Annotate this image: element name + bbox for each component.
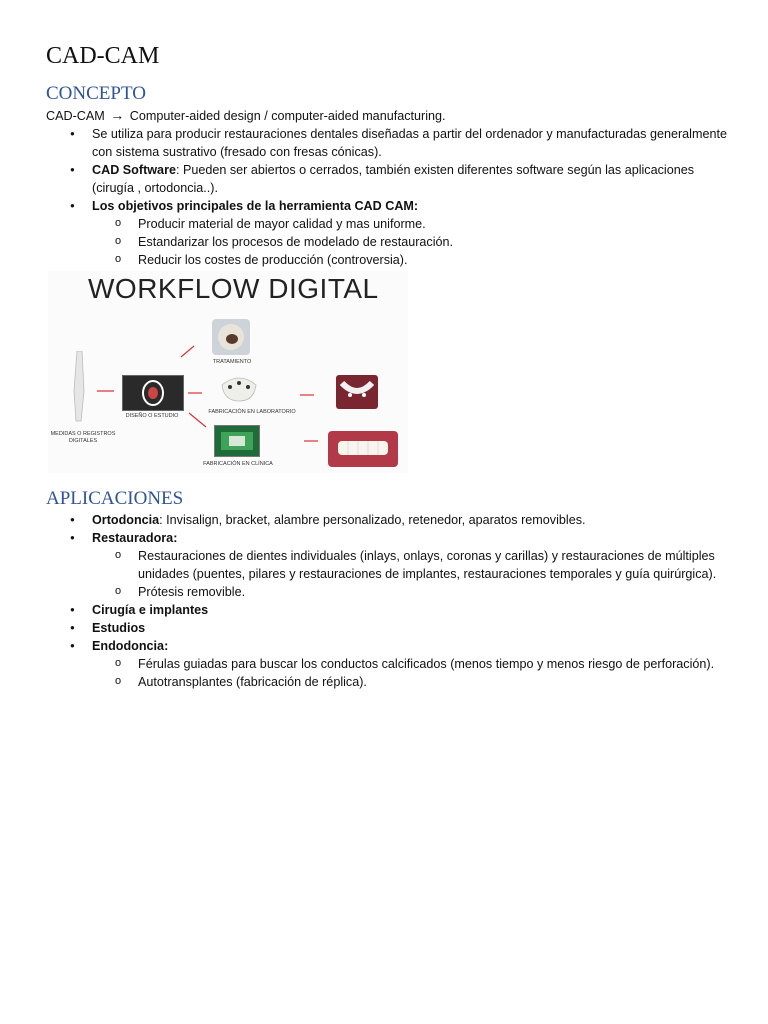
list-item <box>46 529 736 547</box>
list-item <box>46 161 736 197</box>
sub-list-item: o Producir material de mayor calidad y mas uniforme. <box>46 215 736 233</box>
intraoral-scanner-image <box>72 351 86 423</box>
bold-term: Los objetivos principales de la herramienta CAD CAM <box>92 199 414 213</box>
document-page <box>46 40 736 691</box>
laboratory-guide-image <box>218 375 260 405</box>
label-clinica: FABRICACIÓN EN CLÍNICA <box>203 461 273 467</box>
list-item <box>46 619 736 637</box>
list-item <box>46 601 736 619</box>
implant-restoration-image <box>336 375 378 409</box>
aplicaciones-list <box>46 511 736 691</box>
list-item <box>46 637 736 655</box>
workflow-title: WORKFLOW DIGITAL <box>88 273 379 304</box>
list-item: ● Se utiliza para producir restauraciones dentales diseñadas a partir del ordenador y manufacturadas generalmente con sistema sustrativo (fresado con fresas cónicas). <box>46 125 736 161</box>
page-title: CAD-CAM <box>46 43 160 69</box>
sub-list-item: o Restauraciones de dientes individuales (inlays, onlays, coronas y carillas) y restauraciones de múltiples unidades (puentes, pilares y restauraciones de implantes, restauraciones temporales y guía quirúrgica). <box>46 547 736 583</box>
label-tratamiento: TRATAMIENTO <box>212 359 252 365</box>
bold-term: Ortodoncia <box>92 513 160 527</box>
bold-colon: : <box>413 199 419 213</box>
list-item-text: : Invisalign, bracket, alambre personalizado, retenedor, aparatos removibles. <box>159 513 586 527</box>
bold-term: Cirugía e implantes <box>92 603 209 617</box>
list-item-text: : Pueden ser abiertos o cerrados, también existen diferentes software según las aplicaciones (cirugía , ortodoncia..). <box>92 163 695 195</box>
label-medidas <box>48 431 118 445</box>
section-heading-aplicaciones: APLICACIONES <box>46 488 184 509</box>
section-heading-concepto: CONCEPTO <box>46 83 146 104</box>
design-screen-image <box>122 375 184 411</box>
label-medidas-line1: MEDIDAS O REGISTROS <box>50 431 116 437</box>
label-medidas-line2: DIGITALES <box>68 438 98 444</box>
bold-term: Restauradora <box>92 531 174 545</box>
list-item <box>46 197 736 215</box>
sub-list-item: o Estandarizar los procesos de modelado de restauración. <box>46 233 736 251</box>
sub-list-item: o Férulas guiadas para buscar los conductos calcificados (menos tiempo y menos riesgo de perforación). <box>46 655 736 673</box>
bold-colon: : <box>164 639 169 653</box>
treatment-image <box>212 319 250 355</box>
bold-term: Estudios <box>92 621 146 635</box>
smile-result-image <box>328 431 398 467</box>
concepto-intro <box>46 106 736 125</box>
workflow-diagram <box>48 271 408 473</box>
label-diseno: DISEÑO O ESTUDIO <box>125 413 179 419</box>
clinic-fabrication-image <box>214 425 260 457</box>
intro-term: CAD-CAM <box>46 109 105 123</box>
concepto-list <box>46 125 736 269</box>
list-item <box>46 511 736 529</box>
intro-text: Computer-aided design / computer-aided manufacturing. <box>129 109 446 123</box>
sub-list-item: o Prótesis removible. <box>46 583 736 601</box>
sub-list-item: o Autotransplantes (fabricación de réplica). <box>46 673 736 691</box>
bold-term: CAD Software <box>92 163 176 177</box>
label-laboratorio: FABRICACIÓN EN LABORATORIO <box>208 409 296 415</box>
arrow-right-icon: → <box>110 107 125 123</box>
bold-colon: : <box>173 531 178 545</box>
sub-list-item: o Reducir los costes de producción (controversia). <box>46 251 736 269</box>
bold-term: Endodoncia <box>92 639 165 653</box>
